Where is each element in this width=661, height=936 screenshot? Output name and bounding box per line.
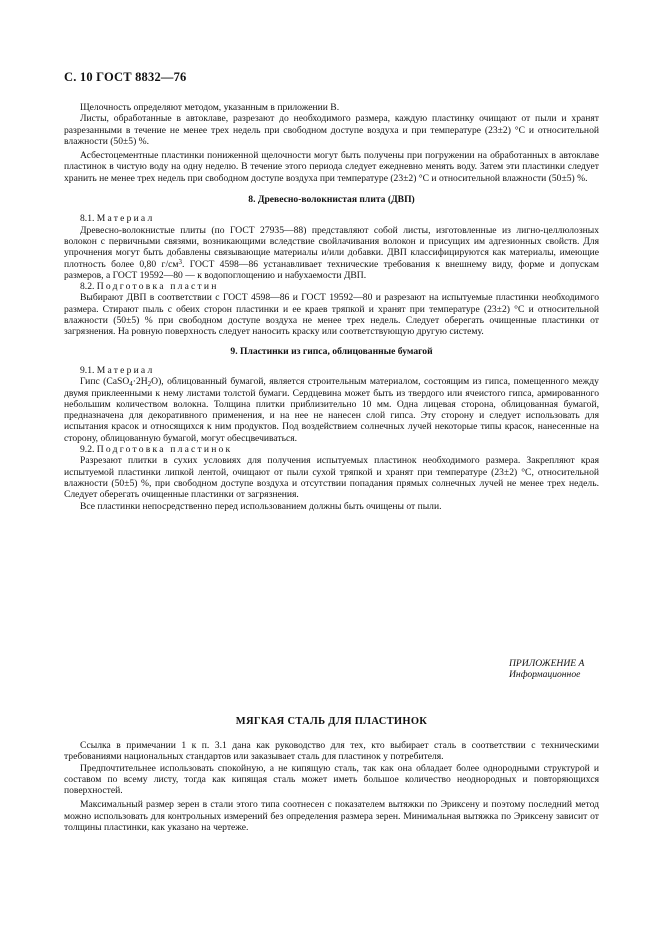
subsection-number: 9.2. xyxy=(80,444,95,456)
paragraph: Предпочтительнее использовать спокойную, а не кипящую сталь, так как она обладает более однородными структурой и составом по всему листу, тогда как кипящая сталь может иметь большое количество неоднородных и повторяющихся поверхностей. xyxy=(64,762,599,797)
subsection-number: 8.2. xyxy=(80,281,95,293)
paragraph xyxy=(64,225,599,281)
subsection-title: Подготовка пластин xyxy=(96,281,219,293)
subsection-title: Материал xyxy=(96,364,155,376)
paragraph: Щелочность определяют методом, указанным в приложении В. xyxy=(80,102,340,113)
text-span: . ГОСТ 4598—86 устанавливает технические требования к внешнему виду, форме и допускам размеров, а ГОСТ 19592—80 — к водопоглощению и набухаемости ДВП. xyxy=(64,258,599,281)
paragraph: Листы, обработанные в автоклаве, разрезают до необходимого размера, каждую пластинку очищают от пыли и хранят разрезанными в течение не менее трех недель при свободном доступе воздуха и при температуре (23±2) °С и относительной влажности (50±5) %. xyxy=(64,113,599,147)
text-span: O), облицованный бумагой, является строительным материалом, состоящим из гипса, помещенного между двумя приклеенными к нему листами толстой бумаги. Сердцевина может быть из твердого или ячеистого гипса, армированного небольшим количеством волокна. Толщина плитки приблизительно 10 мм. Одна лицевая сторона, облицованная бумагой, предназначена для декоративного применения, и на нее не нанесен слой гипса. Эту сторону и следует использовать для испытания красок и относящихся к ним продуктов. Под воздействием солнечных лучей некоторые типы красок, нанесенные на сторону, облицованную бумагой, могут обесцвечиваться. xyxy=(64,376,599,444)
subsection-title: Подготовка пластинок xyxy=(96,444,233,456)
appendix-label: ПРИЛОЖЕНИЕ А xyxy=(509,658,585,669)
section-title-8: 8. Древесно-волокнистая плита (ДВП) xyxy=(248,194,415,206)
subsection-number: 8.1. xyxy=(80,213,95,225)
appendix-type: Информационное xyxy=(509,669,581,681)
paragraph xyxy=(64,376,599,444)
subsection-heading xyxy=(64,213,599,224)
paragraph: Асбестоцементные пластинки пониженной щелочности могут быть получены при погружении на обработанных в автоклаве пластинок в чистую воду на одну неделю. В течение этого периода следует ежедневно менять воду. Затем эти пластинки следует хранить не менее трех недель при свободном доступе воздуха при температуре (23±2) °С и относительной влажности (50±5) %. xyxy=(64,150,599,184)
subsection-heading xyxy=(64,365,599,376)
text-span: Древесно-волокнистые плиты (по ГОСТ 27935—88) представляют собой листы, изготовленные из лигно-целлюлозных волокон с первичными связями, возникающими вследствие свойлачивания волокон и присущих им адгезионных свойств. Для упрочнения могут быть добавлены связывающие материалы и/или добавки. ДВП классифицируются как материалы, имеющие плотность более 0,80 г/см xyxy=(64,224,599,270)
subscript: 4 xyxy=(129,380,133,389)
subsection-title: Материал xyxy=(96,213,155,225)
paragraph: Разрезают плитки в сухих условиях для получения испытуемых пластинок необходимого размера. Закрепляют края испытуемой пластинки липкой лентой, очищают от пыли сухой тряпкой и хранят при температуре (23±2) °С, относительной влажности (50±5) %, при свободном доступе воздуха и отсутствии попадания прямых солнечных лучей не менее трех недель. Следует оберегать очищенные пластинки от загрязнения. xyxy=(64,455,599,501)
text-span: Гипс (CaSO xyxy=(80,376,130,388)
appendix-title: МЯГКАЯ СТАЛЬ ДЛЯ ПЛАСТИНОК xyxy=(235,716,428,727)
superscript: 3 xyxy=(178,257,182,266)
appendix-label-block xyxy=(509,658,619,681)
text-span: ·2H xyxy=(132,376,148,388)
paragraph: Ссылка в примечании 1 к п. 3.1 дана как руководство для тех, кто выбирает сталь в соответствии с техническими требованиями национальных стандартов или заказывает сталь для пластинок у потребителя. xyxy=(64,740,599,763)
paragraph: Выбирают ДВП в соответствии с ГОСТ 4598—86 и ГОСТ 19592—80 и разрезают на испытуемые пластинки необходимого размера. Стирают пыль с обеих сторон пластинки и ее краев тряпкой и хранят при температуре (23±2) °С и относительной влажности (50±5) % при свободном доступе воздуха не менее трех недель. Следует оберегать очищенные пластинки от загрязнения. На ровную поверхность следует наносить краску или соответствующую другую систему. xyxy=(64,292,599,338)
main-content xyxy=(64,102,599,512)
subsection-number: 9.1. xyxy=(80,364,95,376)
subsection-heading xyxy=(64,281,599,292)
appendix-content xyxy=(64,740,599,833)
subscript: 2 xyxy=(147,380,152,389)
subsection-heading xyxy=(64,444,599,455)
section-title-9: 9. Пластинки из гипса, облицованные бумагой xyxy=(230,345,433,357)
paragraph: Максимальный размер зерен в стали этого типа соотнесен с показателем вытяжки по Эриксену и поэтому последний метод можно использовать для контрольных измерений без определения размера зерен. Минимальная вытяжка по Эриксену зависит от толщины пластинки, как указано на чертеже. xyxy=(64,799,599,834)
paragraph: Все пластинки непосредственно перед использованием должны быть очищены от пыли. xyxy=(80,500,442,512)
page-header: С. 10 ГОСТ 8832—76 xyxy=(64,70,187,84)
